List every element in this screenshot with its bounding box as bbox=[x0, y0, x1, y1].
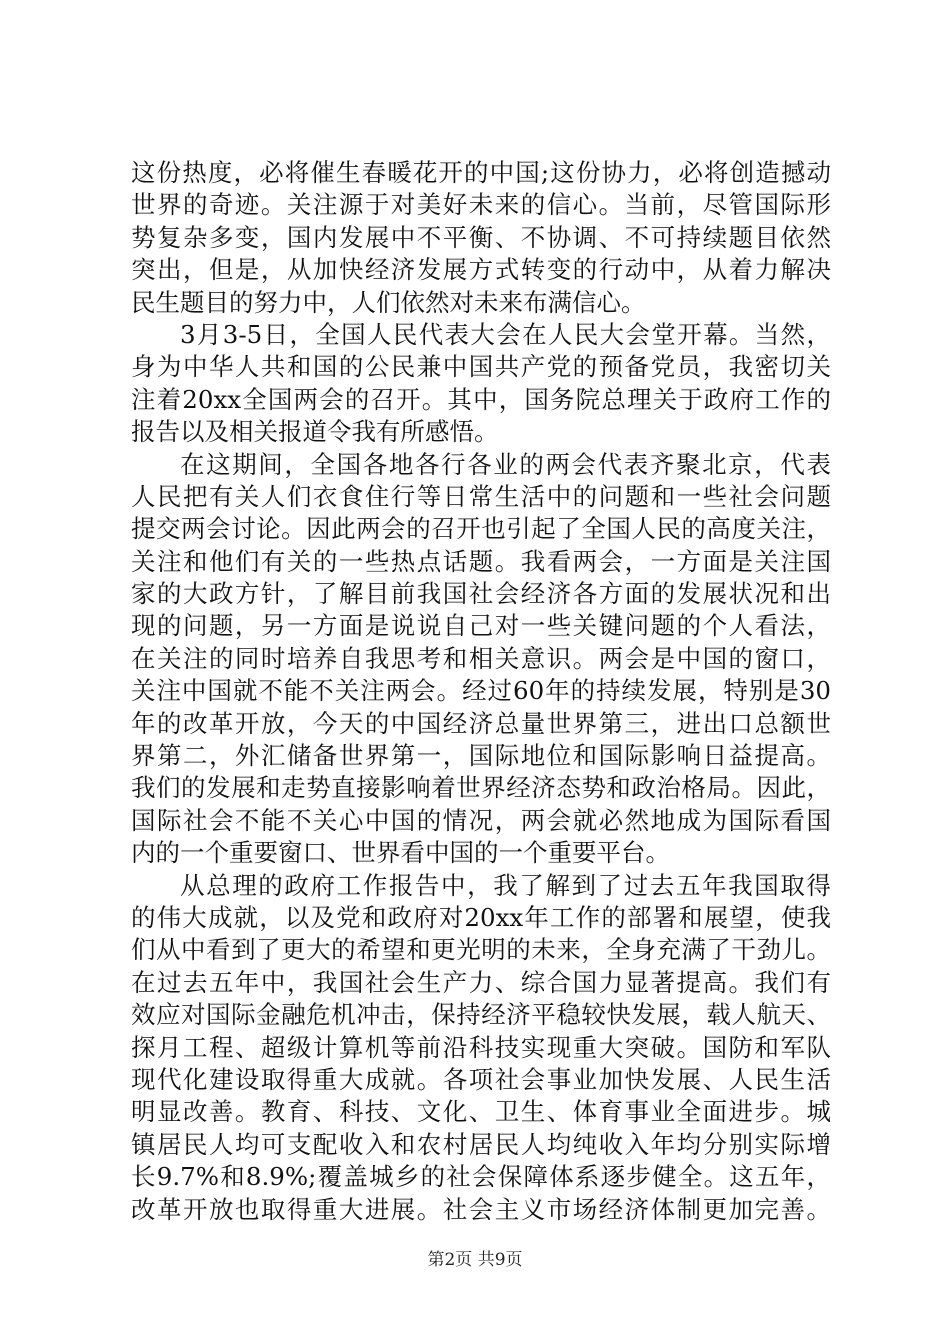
text-line: 在关注的同时培养自我思考和相关意识。两会是中国的窗口， bbox=[131, 643, 831, 673]
text-line: 现代化建设取得重大成就。各项社会事业加快发展、人民生活 bbox=[131, 1064, 831, 1094]
text-line: 的伟大成就，以及党和政府对20xx年工作的部署和展望，使我 bbox=[131, 902, 831, 932]
text-line: 明显改善。教育、科技、文化、卫生、体育事业全面进步。城 bbox=[131, 1097, 831, 1127]
text-line: 提交两会讨论。因此两会的召开也引起了全国人民的高度关注， bbox=[131, 514, 831, 544]
text-line: 探月工程、超级计算机等前沿科技实现重大突破。国防和军队 bbox=[131, 1032, 831, 1062]
text-line: 人民把有关人们衣食住行等日常生活中的问题和一些社会问题 bbox=[131, 481, 831, 511]
text-line: 关注和他们有关的一些热点话题。我看两会，一方面是关注国 bbox=[131, 546, 831, 576]
text-line: 们从中看到了更大的希望和更光明的未来，全身充满了干劲儿。 bbox=[131, 935, 831, 965]
text-line: 国际社会不能不关心中国的情况，两会就必然地成为国际看国 bbox=[131, 805, 831, 835]
body-text bbox=[131, 157, 831, 1226]
text-line: 世界的奇迹。关注源于对美好未来的信心。当前，尽管国际形 bbox=[131, 190, 831, 220]
text-line: 内的一个重要窗口、世界看中国的一个重要平台。 bbox=[131, 838, 670, 868]
page-number-footer: 第2页 共9页 bbox=[427, 1250, 523, 1270]
text-line: 注着20xx全国两会的召开。其中，国务院总理关于政府工作的 bbox=[131, 384, 831, 414]
text-line: 家的大政方针，了解目前我国社会经济各方面的发展状况和出 bbox=[131, 579, 831, 609]
text-line: 报告以及相关报道令我有所感悟。 bbox=[131, 417, 499, 447]
text-line: 我们的发展和走势直接影响着世界经济态势和政治格局。因此， bbox=[131, 773, 831, 803]
text-line: 在过去五年中，我国社会生产力、综合国力显著提高。我们有 bbox=[131, 967, 831, 997]
text-line: 这份热度，必将催生春暖花开的中国;这份协力，必将创造撼动 bbox=[131, 158, 831, 187]
text-line: 3月3-5日，全国人民代表大会在人民大会堂开幕。当然， bbox=[180, 319, 831, 349]
text-line: 效应对国际金融危机冲击，保持经济平稳较快发展，载人航天、 bbox=[131, 1000, 831, 1030]
text-line: 界第二，外汇储备世界第一，国际地位和国际影响日益提高。 bbox=[131, 741, 831, 771]
text-line: 镇居民人均可支配收入和农村居民人均纯收入年均分别实际增 bbox=[131, 1129, 831, 1159]
text-line: 长9.7%和8.9%;覆盖城乡的社会保障体系逐步健全。这五年， bbox=[131, 1162, 831, 1192]
text-line: 在这期间，全国各地各行各业的两会代表齐聚北京，代表 bbox=[180, 449, 831, 479]
text-line: 改革开放也取得重大进展。社会主义市场经济体制更加完善。 bbox=[131, 1194, 831, 1224]
text-line: 身为中华人共和国的公民兼中国共产党的预备党员，我密切关 bbox=[131, 352, 831, 382]
text-line: 关注中国就不能不关注两会。经过60年的持续发展，特别是30 bbox=[131, 676, 831, 706]
text-line: 势复杂多变，国内发展中不平衡、不协调、不可持续题目依然 bbox=[131, 222, 831, 252]
text-line: 年的改革开放，今天的中国经济总量世界第三，进出口总额世 bbox=[131, 708, 831, 738]
text-line: 从总理的政府工作报告中，我了解到了过去五年我国取得 bbox=[180, 870, 831, 900]
text-line: 民生题目的努力中，人们依然对未来布满信心。 bbox=[131, 287, 646, 317]
text-line: 突出，但是，从加快经济发展方式转变的行动中，从着力解决 bbox=[131, 255, 831, 285]
text-line: 现的问题，另一方面是说说自己对一些关键问题的个人看法， bbox=[131, 611, 831, 641]
